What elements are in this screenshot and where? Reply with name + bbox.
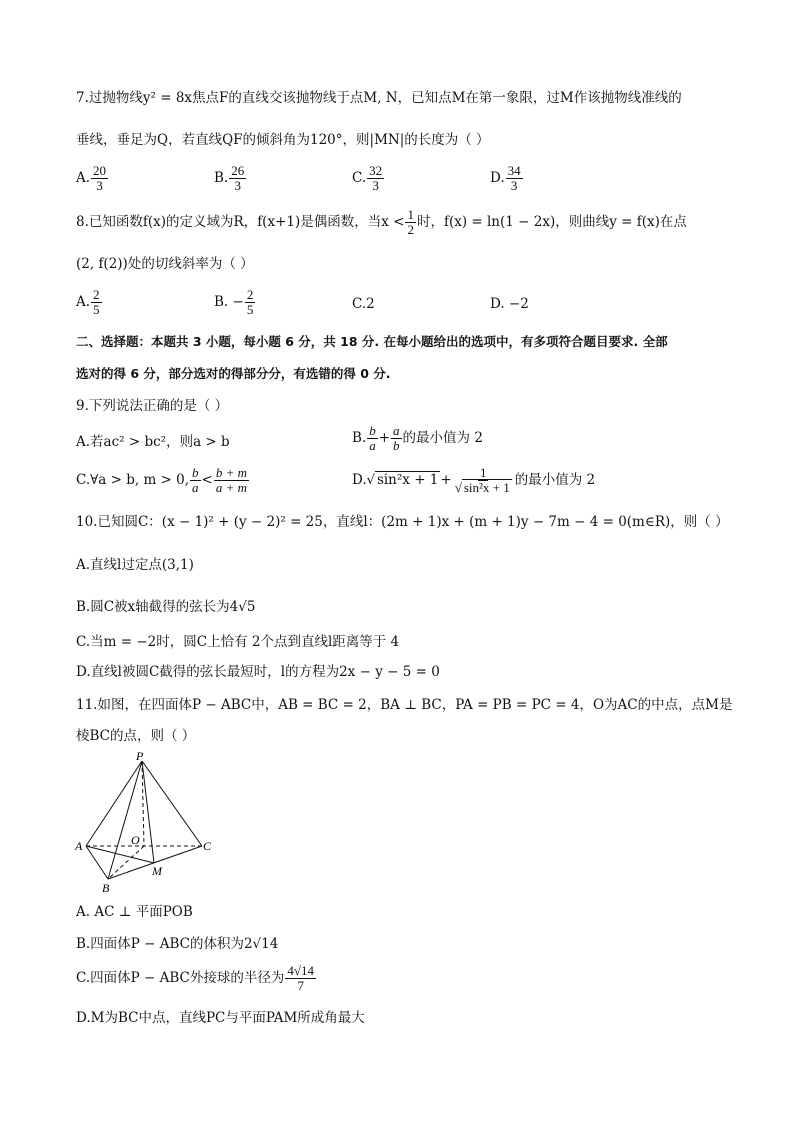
q9-b-frac1-num: b [369,423,376,438]
q9-d-frac-den [453,481,514,495]
label-m: M [152,864,162,878]
tetrahedron-figure [72,750,222,898]
q7-option-b-label: B. [214,170,229,186]
q7-option-c [352,164,385,193]
q7-stem-line1: 7.过抛物线y² = 8x焦点F的直线交该抛物线于点M, N，已知点M在第一象限，过M作该抛物线准线的 [76,90,682,106]
label-c: C [203,839,212,853]
q8-option-a [76,288,103,317]
q9-option-c-frac2 [214,466,249,495]
q7-option-a [76,164,109,193]
q10-option-a: A.直线l过定点(3,1) [76,557,194,573]
q9-option-a: A.若ac² > bc²，则a > b [76,434,230,450]
q11-c-frac-num: 4√14 [287,963,315,978]
q8-stem-part1: 8.已知函数f(x)的定义域为R，f(x+1)是偶函数，当x < [76,214,405,230]
q7-option-a-fraction [91,164,108,193]
q8-option-a-den: 5 [93,302,100,317]
q7-option-b [214,164,247,193]
q7-option-c-label: C. [352,170,367,186]
q7-option-d-den: 3 [510,178,518,193]
q11-option-a: A. AC ⊥ 平面POB [76,904,193,920]
q8-stem-frac-num: 1 [407,207,414,222]
q7-option-d-fraction [506,164,523,193]
q9-stem: 9.下列说法正确的是（ ） [76,398,229,414]
q11-option-c-text: C.四面体P − ABC外接球的半径为 [76,970,285,986]
q9-d-sqrt-term: sin²x + 1 [376,472,439,488]
q9-b-frac2-den: b [393,438,400,453]
label-a: A [75,839,83,853]
q9-b-frac1-den: a [369,438,376,453]
label-p: P [136,750,144,763]
q7-option-b-num: 26 [231,163,245,178]
q8-option-b-num: 2 [246,287,254,302]
q11-option-c [76,964,317,993]
q9-option-b-frac2 [391,424,402,453]
q11-stem-line1: 11.如图，在四面体P − ABC中，AB = BC = 2，BA ⊥ BC，PA = PB = PC = 4，O为AC的中点，点M是 [76,697,733,713]
q8-option-d: D. −2 [490,296,529,312]
q8-stem-frac-den: 2 [407,222,414,237]
q9-c-frac1-num: b [192,465,199,480]
q7-option-d-label: D. [490,170,505,186]
q9-option-b-frac1 [367,424,378,453]
q8-option-b [214,288,256,317]
q11-c-frac-den: 7 [297,978,304,993]
q9-c-frac2-den: a + m [215,480,248,495]
section2-header-line1: 二、选择题：本题共 3 小题，每小题 6 分，共 18 分. 在每小题给出的选项中，有多项符合题目要求. 全部 [76,334,668,349]
q8-option-a-label: A. [76,294,91,310]
q7-stem-line2: 垂线，垂足为Q，若直线QF的倾斜角为120°，则|MN|的长度为（ ） [76,132,490,148]
sqrt-symbol-icon: √ [366,473,375,488]
q10-option-d: D.直线l被圆C截得的弦长最短时，l的方程为2x − y − 5 = 0 [76,664,440,680]
edge-ob-dashed [108,846,144,879]
q8-option-b-den: 5 [246,302,254,317]
q9-d-plus: + [440,472,452,488]
q8-option-c: C.2 [352,296,375,312]
q7-option-c-fraction [367,164,384,193]
q7-option-a-num: 20 [93,163,107,178]
q8-stem-line1 [76,208,687,237]
q8-option-b-fraction [245,288,256,317]
q11-option-d: D.M为BC中点，直线PC与平面PAM所成角最大 [76,1010,365,1026]
q7-option-d-num: 34 [507,163,521,178]
edge-pb [108,761,142,879]
section2-header-line2: 选对的得 6 分，部分选对的得部分分，有选错的得 0 分. [76,366,391,381]
q11-option-c-frac [285,964,316,993]
q9-option-c-frac1 [190,466,201,495]
q9-option-d-label: D. [352,472,367,488]
q9-b-tail: 的最小值为 2 [402,430,483,446]
q8-stem-fraction [405,208,416,237]
q9-option-b-label: B. [352,430,367,446]
q9-b-frac2-num: a [393,423,400,438]
q8-option-a-fraction [91,288,102,317]
q9-b-plus: + [378,430,391,446]
q9-option-d [352,466,595,495]
q11-option-b: B.四面体P − ABC的体积为2√14 [76,936,279,952]
q7-option-c-num: 32 [369,163,383,178]
q9-c-frac2-num: b + m [215,465,248,480]
q9-option-d-frac [453,466,514,495]
q9-option-b [352,424,483,453]
q7-option-d [490,164,524,193]
label-b: B [102,881,110,895]
q9-d-frac-den-text: sin²x + 1 [463,480,510,495]
q8-option-a-num: 2 [93,287,100,302]
q9-c-frac1-den: a [192,480,199,495]
q8-stem-part2: 时，f(x) = ln(1 − 2x)，则曲线y = f(x)在点 [416,214,687,230]
q7-option-a-den: 3 [96,178,103,193]
q7-option-b-den: 3 [234,178,241,193]
q9-c-lt: < [201,472,213,488]
q7-option-b-fraction [229,164,246,193]
label-o: O [131,833,140,847]
q9-option-c-label: C.∀a > b, m > 0, [76,472,190,488]
q10-stem: 10.已知圆C：(x − 1)² + (y − 2)² = 25，直线l：(2m + 1)x + (m + 1)y − 7m − 4 = 0(m∈R)，则（ ） [76,514,729,530]
q10-option-b: B.圆C被x轴截得的弦长为4√5 [76,599,256,615]
q7-option-a-label: A. [76,170,91,186]
q9-d-frac-num: 1 [479,465,487,480]
q8-option-b-label: B. − [214,294,244,310]
q9-d-tail: 的最小值为 2 [514,472,596,488]
q9-option-c [76,466,250,495]
sqrt-symbol-icon-2: √ [454,480,462,495]
q11-stem-line2: 棱BC的点，则（ ） [76,728,196,744]
q8-stem-line2: (2, f(2))处的切线斜率为（ ） [76,256,254,272]
q7-option-c-den: 3 [372,178,379,193]
q10-option-c: C.当m = −2时，圆C上恰有 2个点到直线l距离等于 4 [76,634,400,650]
